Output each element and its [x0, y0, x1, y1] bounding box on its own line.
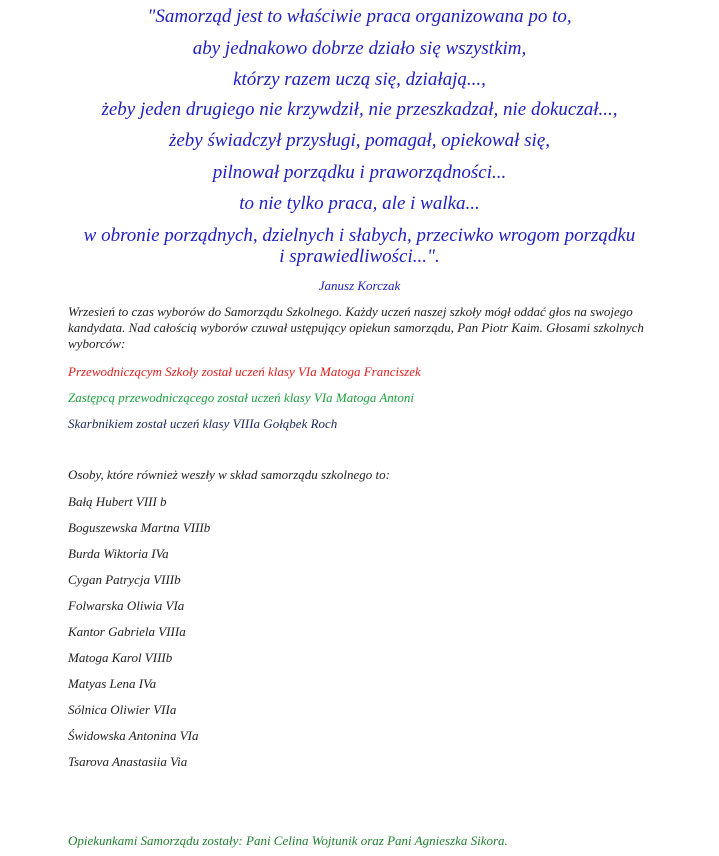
- quote-line: żeby świadczył przysługi, pomagał, opiekował się,: [168, 130, 551, 151]
- quote-line: "Samorząd jest to właściwie praca organizowana po to,: [147, 6, 572, 27]
- member-item: Sólnica Oliwier VIIa: [68, 702, 177, 717]
- role-president: Przewodniczącym Szkoły został uczeń klasy VIa Matoga Franciszek: [68, 364, 421, 379]
- quote-line: pilnował porządku i praworządności...: [212, 162, 507, 183]
- member-item: Folwarska Oliwia VIa: [68, 598, 185, 613]
- role-treasurer: Skarbnikiem został uczeń klasy VIIIa Gołąbek Roch: [68, 416, 338, 431]
- members-heading: Osoby, które również weszły w skład samorządu szkolnego to:: [68, 467, 390, 482]
- quote-line: w obronie porządnych, dzielnych i słabych, przeciwko wrogom porządku: [83, 225, 636, 246]
- member-item: Bałą Hubert VIII b: [68, 494, 167, 509]
- role-vice-president: Zastępcą przewodniczącego został uczeń klasy VIa Matoga Antoni: [68, 390, 415, 405]
- member-item: Matyas Lena IVa: [68, 676, 157, 691]
- quote-line: żeby jeden drugiego nie krzywdził, nie przeszkadzał, nie dokuczał...,: [101, 99, 618, 120]
- quote-author: Janusz Korczak: [318, 278, 401, 293]
- member-item: Świdowska Antonina VIa: [68, 728, 199, 743]
- member-item: Burda Wiktoria IVa: [68, 546, 169, 561]
- quote-line: i sprawiedliwości...".: [279, 246, 440, 267]
- quote-line: aby jednakowo dobrze działo się wszystkim,: [192, 38, 527, 59]
- intro-paragraph: Wrzesień to czas wyborów do Samorządu Szkolnego. Każdy uczeń naszej szkoły mógł oddać głos na swojego kandydata. Nad całością wyborów czuwał ustępujący opiekun samorządu, Pan Piotr Kaim. Głosami szkolnych wyborców:: [68, 304, 644, 351]
- member-item: Kantor Gabriela VIIIa: [68, 624, 186, 639]
- member-item: Tsarova Anastasiia Via: [68, 754, 188, 769]
- quote-line: to nie tylko praca, ale i walka...: [239, 193, 480, 214]
- member-item: Cygan Patrycja VIIIb: [68, 572, 181, 587]
- member-item: Boguszewska Martna VIIIb: [68, 520, 211, 535]
- quote-line: którzy razem uczą się, działają...,: [233, 69, 486, 90]
- member-item: Matoga Karol VIIIb: [68, 650, 173, 665]
- guardians-note: Opiekunkami Samorządu zostały: Pani Celina Wojtunik oraz Pani Agnieszka Sikora.: [68, 833, 508, 848]
